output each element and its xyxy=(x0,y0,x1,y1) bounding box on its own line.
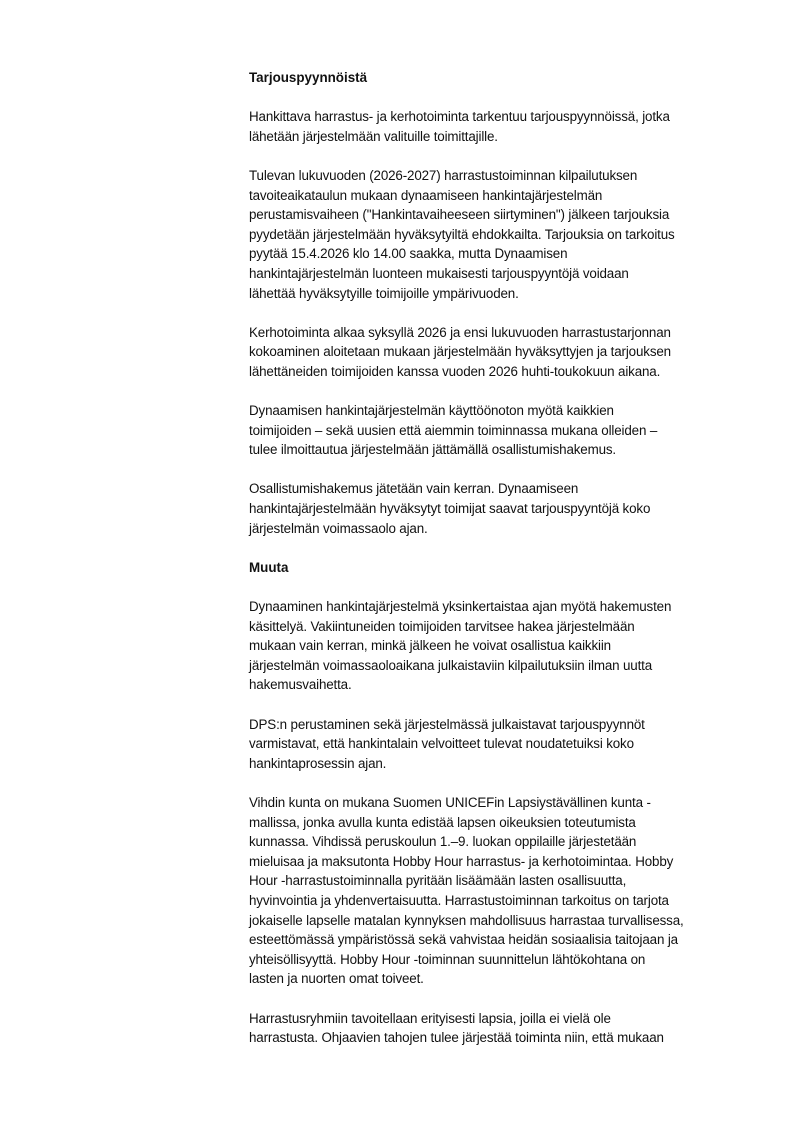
text-line: tulee ilmoittautua järjestelmään jättämällä osallistumishakemus. xyxy=(249,442,616,458)
text-line: Harrastusryhmiin tavoitellaan erityisesti lapsia, joilla ei vielä ole xyxy=(249,1010,611,1026)
document-body xyxy=(249,68,769,1048)
text-line: hakemusvaihetta. xyxy=(249,677,352,693)
text-line: mallissa, jonka avulla kunta edistää lapsen oikeuksien toteutumista xyxy=(249,814,636,830)
paragraph xyxy=(249,401,769,460)
text-line: harrastusta. Ohjaavien tahojen tulee järjestää toiminta niin, että mukaan xyxy=(249,1030,664,1046)
text-line: Hour -harrastustoiminnalla pyritään lisäämään lasten osallisuutta, xyxy=(249,873,627,889)
text-line: hankintaprosessin ajan. xyxy=(249,755,387,771)
text-line: kokoaminen aloitetaan mukaan järjestelmään hyväksyttyjen ja tarjouksen xyxy=(249,344,671,360)
text-line: pyytää 15.4.2026 klo 14.00 saakka, mutta Dynaamisen xyxy=(249,246,568,262)
text-line: esteettömässä ympäristössä sekä vahvistaa heidän sosiaalisia taitojaan ja xyxy=(249,932,678,948)
paragraph xyxy=(249,323,769,382)
text-line: DPS:n perustaminen sekä järjestelmässä julkaistavat tarjouspyynnöt xyxy=(249,716,645,732)
text-line: käsittelyä. Vakiintuneiden toimijoiden tarvitsee hakea järjestelmään xyxy=(249,618,635,634)
text-line: lähettäneiden toimijoiden kanssa vuoden 2026 huhti-toukokuun aikana. xyxy=(249,363,661,379)
text-line: järjestelmän voimassaolo ajan. xyxy=(249,520,428,536)
text-line: Tulevan lukuvuoden (2026-2027) harrastustoiminnan kilpailutuksen xyxy=(249,167,638,183)
text-line: varmistavat, että hankintalain velvoitteet tulevat noudatetuiksi koko xyxy=(249,736,634,752)
text-line: hankintajärjestelmään hyväksytyt toimijat saavat tarjouspyyntöjä koko xyxy=(249,501,651,517)
text-line: hyvinvointia ja yhdenvertaisuutta. Harrastustoiminnan tarkoitus on tarjota xyxy=(249,892,669,908)
paragraph xyxy=(249,597,769,695)
text-line: tavoiteaikataulun mukaan dynaamiseen hankintajärjestelmän xyxy=(249,187,603,203)
paragraph xyxy=(249,479,769,538)
text-line: järjestelmän voimassaoloaikana julkaistaviin kilpailutuksiin ilman uutta xyxy=(249,657,653,673)
section-heading: Muuta xyxy=(249,559,289,575)
text-line: perustamisvaiheen ("Hankintavaiheeseen siirtyminen") jälkeen tarjouksia xyxy=(249,207,670,223)
text-line: Vihdin kunta on mukana Suomen UNICEFin Lapsiystävällinen kunta - xyxy=(249,794,651,810)
section-heading: Tarjouspyynnöistä xyxy=(249,70,368,85)
paragraph xyxy=(249,166,769,303)
text-line: hankintajärjestelmän luonteen mukaisesti tarjouspyyntöjä voidaan xyxy=(249,265,629,281)
section-tarjouspyynnoista xyxy=(249,68,769,538)
text-line: jokaiselle lapselle matalan kynnyksen mahdollisuus harrastaa turvallisessa, xyxy=(249,912,684,928)
paragraph xyxy=(249,107,769,146)
paragraph xyxy=(249,1009,769,1048)
paragraph xyxy=(249,793,769,989)
text-line: Dynaamisen hankintajärjestelmän käyttöönoton myötä kaikkien xyxy=(249,403,614,419)
text-line: lasten ja nuorten omat toiveet. xyxy=(249,971,424,987)
section-muuta xyxy=(249,558,769,1048)
text-line: lähetään järjestelmään valituille toimittajille. xyxy=(249,128,498,144)
text-line: Dynaaminen hankintajärjestelmä yksinkertaistaa ajan myötä hakemusten xyxy=(249,599,672,615)
text-line: mukaan vain kerran, minkä jälkeen he voivat osallistua kaikkiin xyxy=(249,638,611,654)
text-line: mieluisaa ja maksutonta Hobby Hour harrastus- ja kerhotoimintaa. Hobby xyxy=(249,853,674,869)
text-line: Kerhotoiminta alkaa syksyllä 2026 ja ensi lukuvuoden harrastustarjonnan xyxy=(249,324,671,340)
text-line: pyydetään järjestelmään hyväksytyiltä ehdokkailta. Tarjouksia on tarkoitus xyxy=(249,226,675,242)
paragraph xyxy=(249,715,769,774)
text-line: kunnassa. Vihdissä peruskoulun 1.–9. luokan oppilaille järjestetään xyxy=(249,834,637,850)
text-line: Hankittava harrastus- ja kerhotoiminta tarkentuu tarjouspyynnöissä, jotka xyxy=(249,109,670,125)
text-line: Osallistumishakemus jätetään vain kerran. Dynaamiseen xyxy=(249,481,579,497)
text-line: lähettää hyväksytyille toimijoille ympärivuoden. xyxy=(249,285,519,301)
text-line: toimijoiden – sekä uusien että aiemmin toiminnassa mukana olleiden – xyxy=(249,422,658,438)
text-line: yhteisöllisyyttä. Hobby Hour -toiminnan suunnittelun lähtökohtana on xyxy=(249,951,646,967)
